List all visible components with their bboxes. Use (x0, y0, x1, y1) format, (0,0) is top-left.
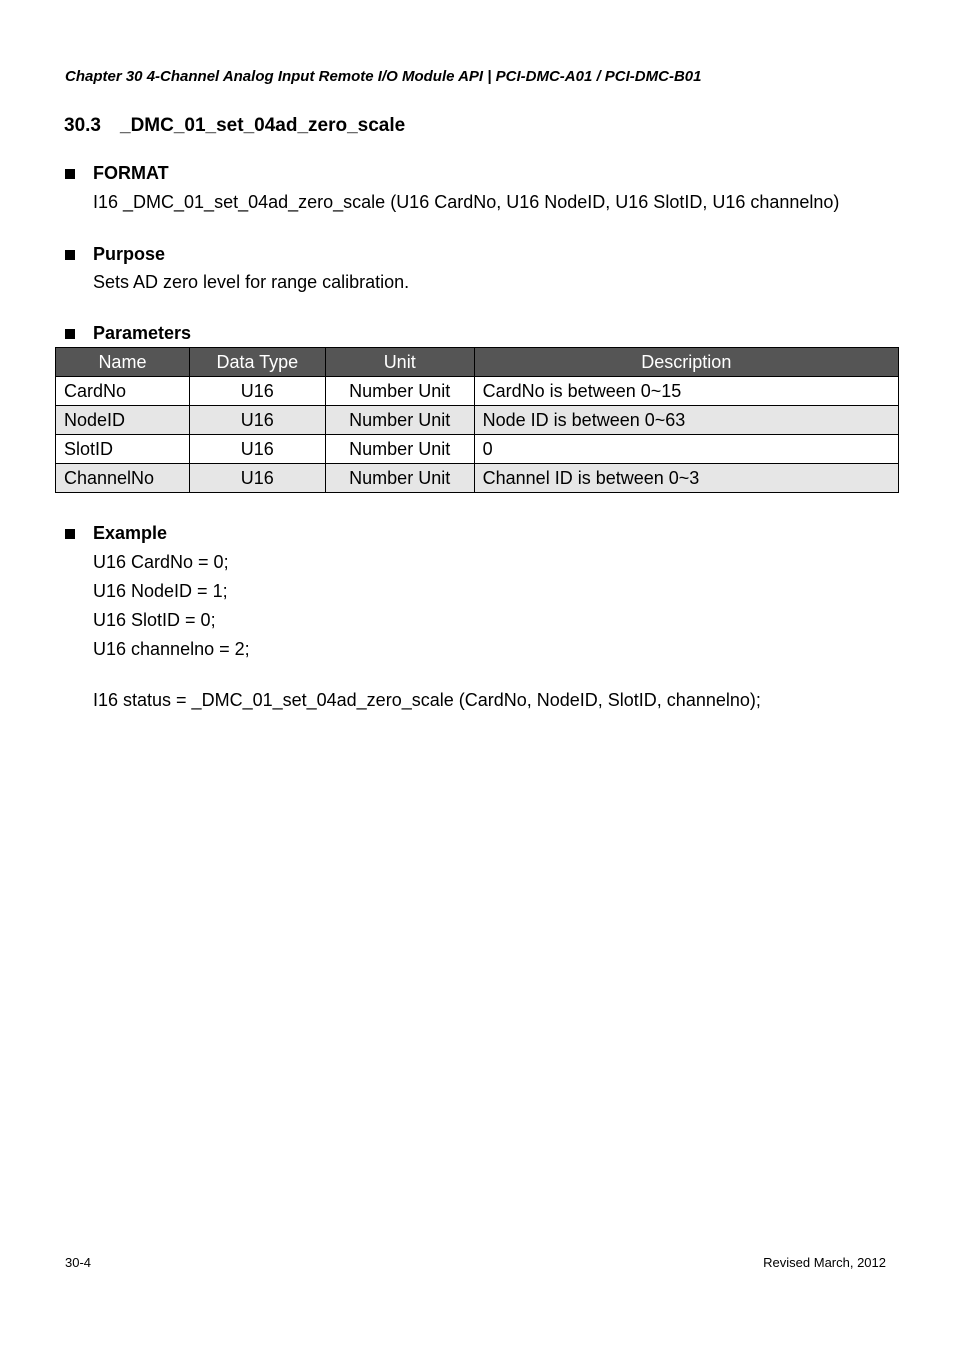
param-unit: Number Unit (325, 406, 474, 435)
format-heading (65, 163, 169, 184)
param-unit: Number Unit (325, 464, 474, 493)
section-title-text: _DMC_01_set_04ad_zero_scale (120, 115, 406, 136)
param-description: Channel ID is between 0~3 (474, 464, 898, 493)
example-heading-label: Example (93, 523, 168, 543)
parameters-heading-label: Parameters (93, 323, 192, 343)
param-description: CardNo is between 0~15 (474, 377, 898, 406)
bullet-square-icon (65, 329, 75, 339)
section-title (64, 115, 405, 137)
param-unit: Number Unit (325, 435, 474, 464)
format-signature: I16 _DMC_01_set_04ad_zero_scale (U16 CardNo, U16 NodeID, U16 SlotID, U16 channelno) (93, 192, 840, 212)
param-type: U16 (189, 435, 325, 464)
parameters-heading (65, 323, 191, 344)
param-name: NodeID (56, 406, 190, 435)
running-header: Chapter 30 4-Channel Analog Input Remote I/O Module API | PCI-DMC-A01 / PCI-DMC-B01 (65, 68, 702, 85)
example-line: U16 CardNo = 0; (93, 552, 229, 572)
column-header-name: Name (56, 348, 190, 377)
param-type: U16 (189, 406, 325, 435)
column-header-unit: Unit (325, 348, 474, 377)
section-number: 30.3 (64, 115, 101, 136)
example-call: I16 status = _DMC_01_set_04ad_zero_scale (CardNo, NodeID, SlotID, channelno); (93, 690, 761, 710)
parameters-table (55, 347, 899, 493)
example-line: U16 channelno = 2; (93, 639, 250, 659)
param-type: U16 (189, 377, 325, 406)
page-number: 30-4 (65, 1255, 92, 1270)
param-description: 0 (474, 435, 898, 464)
purpose-text: Sets AD zero level for range calibration. (93, 272, 410, 292)
table-row (56, 377, 899, 406)
column-header-data-type: Data Type (189, 348, 325, 377)
example-line: U16 NodeID = 1; (93, 581, 228, 601)
param-name: ChannelNo (56, 464, 190, 493)
table-row (56, 464, 899, 493)
param-name: SlotID (56, 435, 190, 464)
format-heading-label: FORMAT (93, 163, 169, 183)
bullet-square-icon (65, 529, 75, 539)
param-description: Node ID is between 0~63 (474, 406, 898, 435)
table-row (56, 435, 899, 464)
purpose-heading-label: Purpose (93, 244, 166, 264)
table-header-row (56, 348, 899, 377)
example-line: U16 SlotID = 0; (93, 610, 216, 630)
param-name: CardNo (56, 377, 190, 406)
purpose-heading (65, 244, 165, 265)
param-unit: Number Unit (325, 377, 474, 406)
bullet-square-icon (65, 250, 75, 260)
revision-note: Revised March, 2012 (763, 1255, 886, 1270)
bullet-square-icon (65, 169, 75, 179)
example-heading (65, 523, 167, 544)
column-header-description: Description (474, 348, 898, 377)
table-row (56, 406, 899, 435)
param-type: U16 (189, 464, 325, 493)
